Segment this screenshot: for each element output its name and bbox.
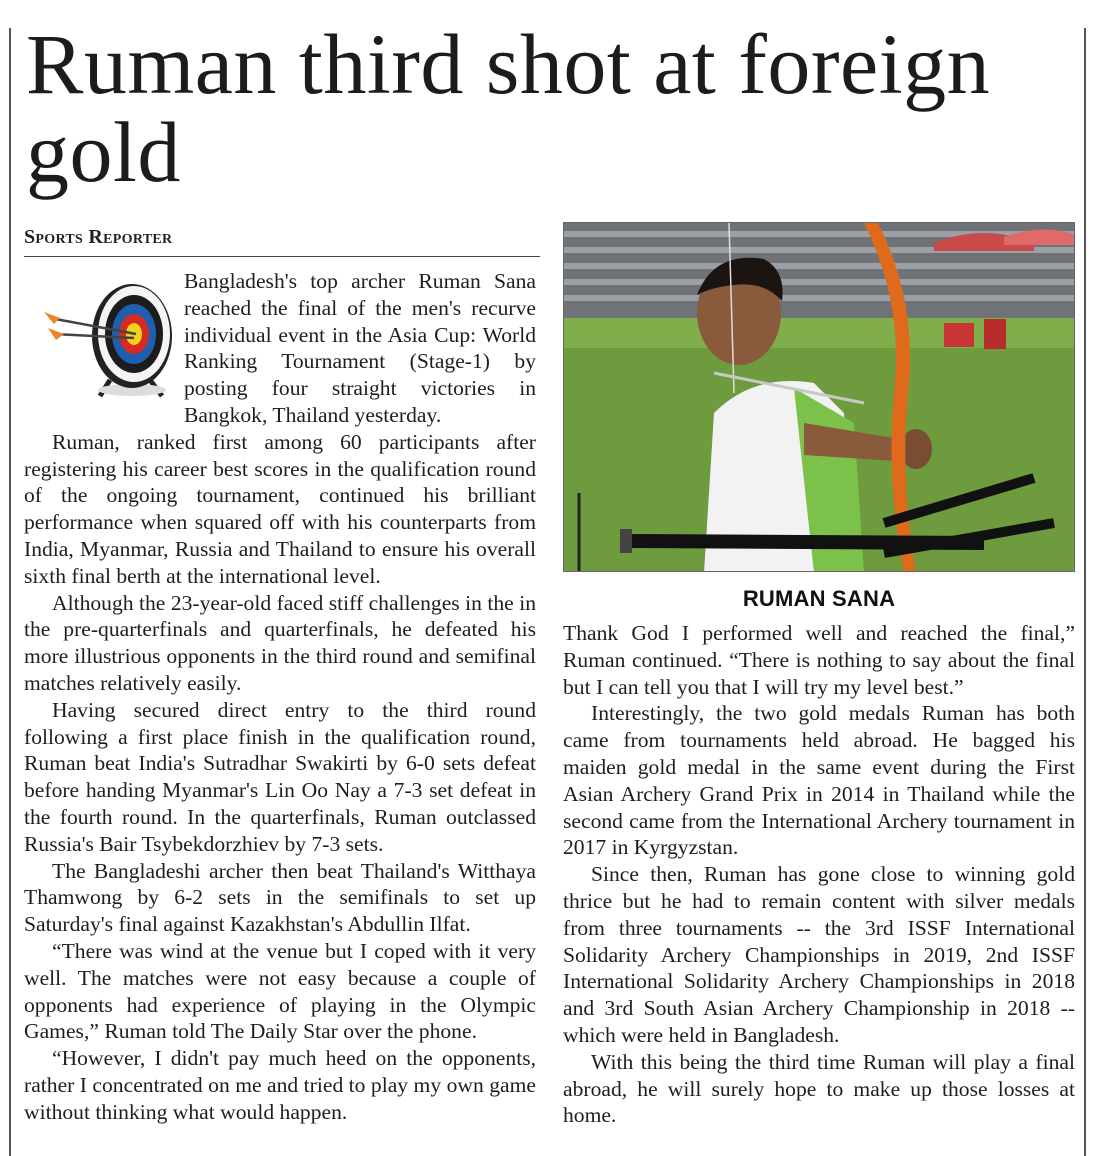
paragraph: “There was wind at the venue but I coped with it very well. The matches were not easy because a couple of opponents had experience of playing in the Olympic Games,” Ruman told The Daily Star over the phone. xyxy=(24,938,536,1044)
paragraph: Having secured direct entry to the third round following a first place finish in the qualification round, Ruman beat India's Sutradhar Swakirti by 6-0 sets defeat before handing Myanmar's Lin Oo Nay a 7-3 set defeat in the fourth round. In the quarterfinals, Ruman outclassed Russia's Bair Tsybekdorzhiev by 7-3 sets. xyxy=(24,697,536,856)
headline: Ruman third shot at foreign gold xyxy=(26,16,991,200)
paragraph: The Bangladeshi archer then beat Thailand's Witthaya Thamwong by 6-2 sets in the semifinals to set up Saturday's final against Kazakhstan's Abdullin Ilfat. xyxy=(24,858,536,937)
paragraph: “However, I didn't pay much heed on the opponents, rather I concentrated on me and tried to play my own game without thinking what would happen. xyxy=(24,1046,536,1124)
archery-target-icon xyxy=(24,268,184,400)
byline-divider xyxy=(24,256,540,257)
paragraph: Interestingly, the two gold medals Ruman has both came from tournaments held abroad. He bagged his maiden gold medal in the same event during the First Asian Archery Grand Prix in 2014 in Thailand while the second came from the International Archery tournament in 2017 in Kyrgyzstan. xyxy=(563,701,1075,860)
paragraph: Thank God I performed well and reached the final,” Ruman continued. “There is nothing to say about the final but I can tell you that I will try my level best.” xyxy=(563,621,1075,699)
article-column-right xyxy=(563,620,1075,1129)
photo-caption: RUMAN SANA xyxy=(742,586,896,611)
paragraph: With this being the third time Ruman will play a final abroad, he will surely hope to make up those losses at home. xyxy=(563,1049,1075,1128)
archer-photo xyxy=(563,222,1075,572)
paragraph: Ruman, ranked first among 60 participants after registering his career best scores in the qualification round of the ongoing tournament, continued his brilliant performance when squared off with his counterparts from India, Myanmar, Russia and Thailand to ensure his overall sixth final berth at the international level. xyxy=(24,429,536,588)
paragraph: Bangladesh's top archer Ruman Sana reached the final of the men's recurve individual event in the Asia Cup: World Ranking Tournament (Stage-1) by posting four straight victories in Bangkok, Thailand yesterday. xyxy=(184,269,536,427)
paragraph: Since then, Ruman has gone close to winning gold thrice but he had to remain content with silver medals from three tournaments -- the 3rd ISSF International Solidarity Archery Championships in 2019, 2nd ISSF International Solidarity Archery Championships in 2018 and 3rd South Asian Archery Championship in 2018 -- which were held in Bangladesh. xyxy=(563,862,1075,1047)
paragraph: Although the 23-year-old faced stiff challenges in the in the pre-quarterfinals and quarterfinals, he defeated his more illustrious opponents in the third round and semifinal matches relatively easily. xyxy=(24,590,536,695)
right-column-rule xyxy=(1084,28,1086,1156)
byline: Sports Reporter xyxy=(24,226,173,248)
left-column-rule xyxy=(9,28,11,1156)
article-column-left xyxy=(24,268,536,1126)
